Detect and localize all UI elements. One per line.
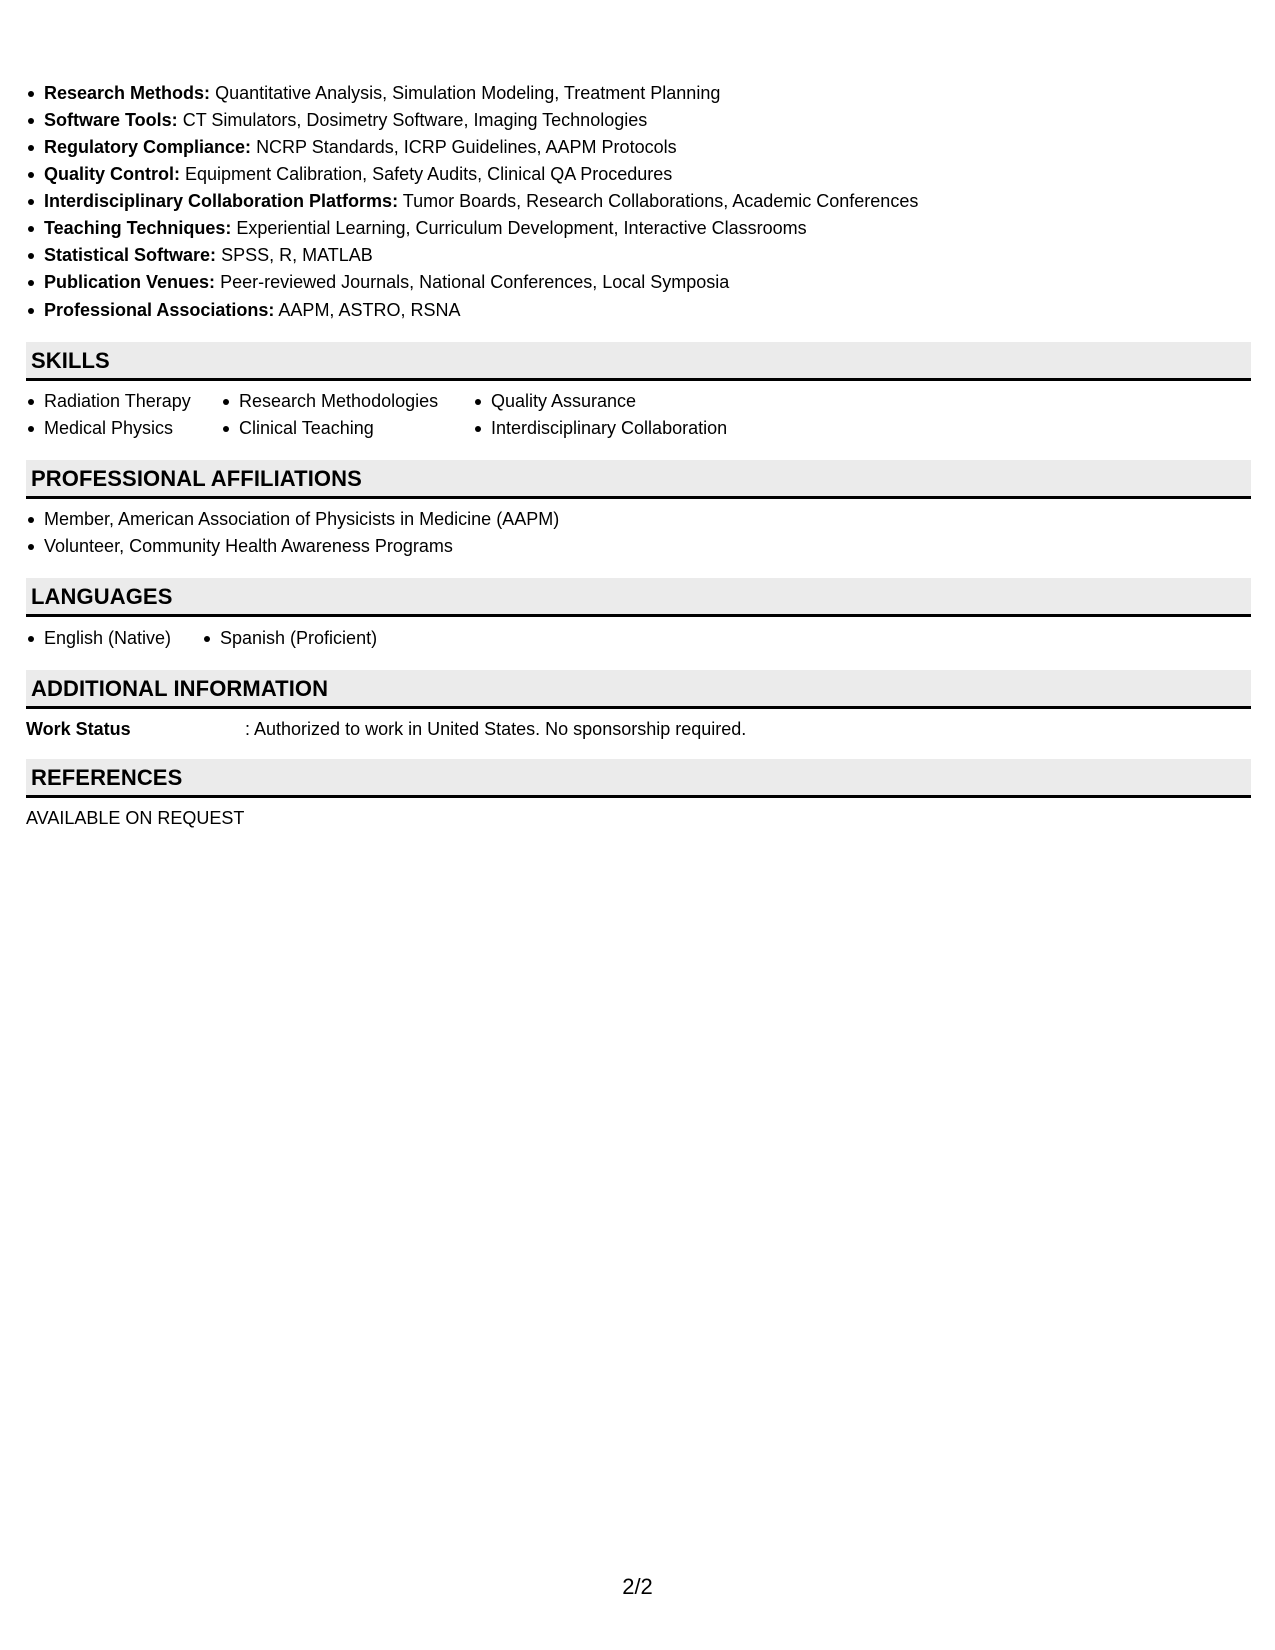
item-label: Teaching Techniques: xyxy=(44,218,232,238)
item-label: Regulatory Compliance: xyxy=(44,137,252,157)
skills-grid xyxy=(26,388,1251,442)
skills-column xyxy=(473,388,873,442)
work-status-label: Work Status xyxy=(26,719,131,739)
section-title: REFERENCES xyxy=(31,765,183,790)
item-value: SPSS, R, MATLAB xyxy=(221,245,373,265)
item-label: Quality Control: xyxy=(44,164,180,184)
list-item: Clinical Teaching xyxy=(221,415,473,442)
work-status-row xyxy=(26,717,1251,741)
list-item: English (Native) xyxy=(26,625,202,652)
list-item xyxy=(26,242,1251,269)
item-label: Interdisciplinary Collaboration Platforms: xyxy=(44,191,399,211)
item-label: Software Tools: xyxy=(44,110,178,130)
affiliations-list xyxy=(26,506,1251,560)
item-value: Tumor Boards, Research Collaborations, Academic Conferences xyxy=(402,191,919,211)
section-title: PROFESSIONAL AFFILIATIONS xyxy=(31,466,362,491)
item-value: Quantitative Analysis, Simulation Modeling, Treatment Planning xyxy=(215,83,721,103)
languages-heading xyxy=(26,578,1251,617)
affiliations-heading xyxy=(26,460,1251,499)
work-status-value: : Authorized to work in United States. No sponsorship required. xyxy=(245,719,747,739)
list-item: Interdisciplinary Collaboration xyxy=(473,415,873,442)
list-item xyxy=(26,134,1251,161)
item-label: Statistical Software: xyxy=(44,245,217,265)
list-item xyxy=(26,161,1251,188)
item-value: Equipment Calibration, Safety Audits, Clinical QA Procedures xyxy=(185,164,673,184)
references-heading xyxy=(26,759,1251,798)
section-title: ADDITIONAL INFORMATION xyxy=(31,676,329,701)
skills-heading xyxy=(26,342,1251,381)
item-value: CT Simulators, Dosimetry Software, Imaging Technologies xyxy=(182,110,648,130)
item-value: AAPM, ASTRO, RSNA xyxy=(278,300,461,320)
list-item xyxy=(26,80,1251,107)
section-title: SKILLS xyxy=(31,348,110,373)
item-value: Experiential Learning, Curriculum Development, Interactive Classrooms xyxy=(236,218,807,238)
list-item: Research Methodologies xyxy=(221,388,473,415)
additional-info-heading xyxy=(26,670,1251,709)
list-item xyxy=(26,107,1251,134)
list-item: Quality Assurance xyxy=(473,388,873,415)
languages-list xyxy=(26,625,1251,652)
languages-column xyxy=(202,625,377,652)
item-label: Publication Venues: xyxy=(44,272,216,292)
list-item: Member, American Association of Physicists in Medicine (AAPM) xyxy=(26,506,1251,533)
list-item: Volunteer, Community Health Awareness Programs xyxy=(26,533,1251,560)
list-item xyxy=(26,269,1251,296)
list-item xyxy=(26,188,1251,215)
skills-column xyxy=(26,388,221,442)
tools-list xyxy=(26,80,1251,324)
list-item: Medical Physics xyxy=(26,415,221,442)
resume-page xyxy=(26,80,1251,830)
languages-column xyxy=(26,625,202,652)
item-label: Research Methods: xyxy=(44,83,211,103)
list-item: Radiation Therapy xyxy=(26,388,221,415)
list-item: Spanish (Proficient) xyxy=(202,625,377,652)
item-value: Peer-reviewed Journals, National Conferences, Local Symposia xyxy=(220,272,730,292)
list-item xyxy=(26,297,1251,324)
item-label: Professional Associations: xyxy=(44,300,275,320)
section-title: LANGUAGES xyxy=(31,584,173,609)
references-text: AVAILABLE ON REQUEST xyxy=(26,808,245,828)
page-number: 2/2 xyxy=(622,1574,653,1599)
list-item xyxy=(26,215,1251,242)
skills-column xyxy=(221,388,473,442)
item-value: NCRP Standards, ICRP Guidelines, AAPM Protocols xyxy=(256,137,677,157)
